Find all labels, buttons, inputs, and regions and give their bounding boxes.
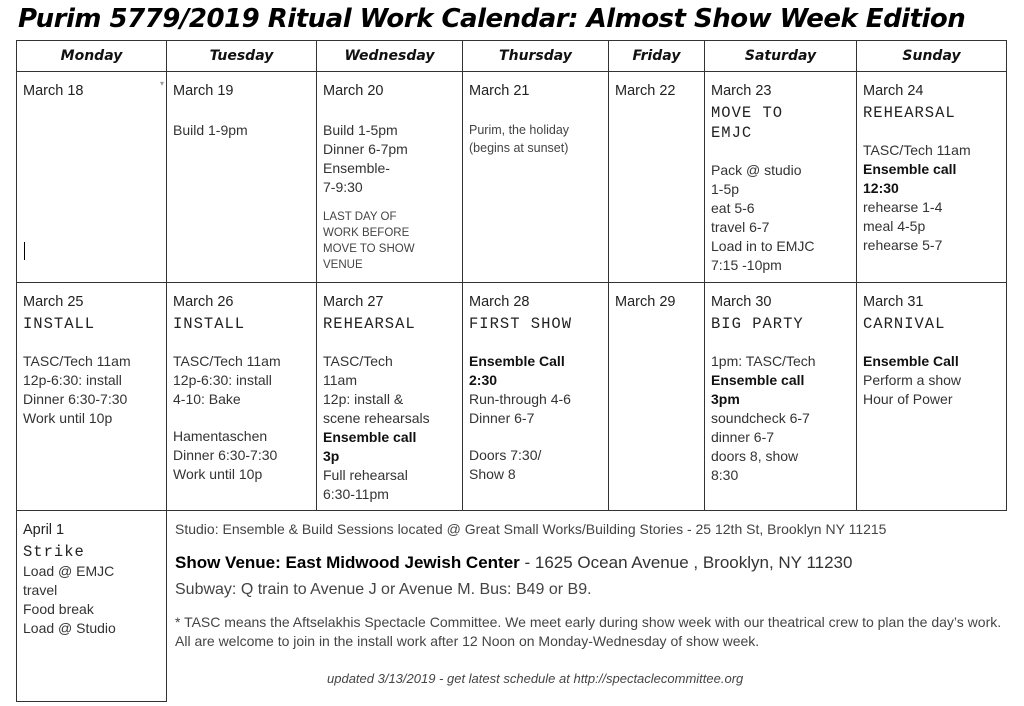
schedule-line: Build 1-9pm bbox=[173, 122, 248, 138]
schedule-line: rehearse 1-4 bbox=[863, 199, 943, 215]
header-monday: Monday bbox=[17, 41, 167, 72]
schedule-line: TASC/Tech 11am bbox=[23, 353, 131, 369]
schedule-line: TASC/Tech 11am bbox=[863, 142, 971, 158]
header-tuesday: Tuesday bbox=[167, 41, 317, 72]
event-title: INSTALL bbox=[173, 315, 246, 333]
header-saturday: Saturday bbox=[705, 41, 857, 72]
day-date: March 26 bbox=[173, 294, 234, 310]
event-title: REHEARSAL bbox=[323, 315, 416, 333]
schedule-line: Build 1-5pm bbox=[323, 122, 398, 138]
ensemble-call-time: 12:30 bbox=[863, 180, 899, 196]
day-date: March 19 bbox=[173, 83, 234, 99]
schedule-line: 6:30-11pm bbox=[323, 486, 389, 502]
day-date: March 23 bbox=[711, 83, 772, 99]
day-cell-mar27[interactable] bbox=[317, 283, 463, 511]
event-title: INSTALL bbox=[23, 315, 96, 333]
subway-info: Subway: Q train to Avenue J or Avenue M. Bus: B49 or B9. bbox=[175, 581, 592, 598]
schedule-line: Hour of Power bbox=[863, 391, 953, 407]
updated-note: updated 3/13/2019 - get latest schedule at http://spectaclecommittee.org bbox=[327, 671, 744, 686]
schedule-line: 4-10: Bake bbox=[173, 391, 241, 407]
schedule-line: Show 8 bbox=[469, 466, 516, 482]
ensemble-call-line: Ensemble Call bbox=[863, 353, 959, 369]
schedule-line: 8:30 bbox=[711, 467, 739, 483]
schedule-line: Work until 10p bbox=[23, 410, 113, 426]
day-date: March 22 bbox=[615, 83, 676, 99]
schedule-line: travel bbox=[23, 582, 58, 598]
ensemble-call-line: Ensemble Call bbox=[469, 353, 565, 369]
day-cell-mar24[interactable] bbox=[857, 72, 1007, 283]
note-line: LAST DAY OF bbox=[323, 211, 397, 223]
day-cell-mar25[interactable] bbox=[17, 283, 167, 511]
schedule-line: soundcheck 6-7 bbox=[711, 410, 810, 426]
note-line: VENUE bbox=[323, 259, 363, 271]
note-line: (begins at sunset) bbox=[469, 141, 569, 155]
note-line: WORK BEFORE bbox=[323, 227, 410, 239]
day-date: March 21 bbox=[469, 83, 530, 99]
weekday-header-row bbox=[17, 41, 1007, 72]
header-thursday: Thursday bbox=[463, 41, 609, 72]
text-cursor bbox=[24, 242, 25, 260]
day-date: March 27 bbox=[323, 294, 384, 310]
calendar-grid bbox=[16, 40, 1007, 702]
schedule-line: scene rehearsals bbox=[323, 410, 430, 426]
ensemble-call-time: 2:30 bbox=[469, 372, 498, 388]
schedule-line: Dinner 6:30-7:30 bbox=[23, 391, 128, 407]
day-cell-mar29[interactable] bbox=[609, 283, 705, 511]
day-date: March 20 bbox=[323, 83, 384, 99]
schedule-line: travel 6-7 bbox=[711, 219, 770, 235]
ensemble-call-line: Ensemble call bbox=[323, 429, 417, 445]
header-sunday: Sunday bbox=[857, 41, 1007, 72]
info-panel bbox=[167, 511, 1007, 702]
schedule-line: Work until 10p bbox=[173, 466, 263, 482]
schedule-line: Full rehearsal bbox=[323, 467, 408, 483]
schedule-line: Perform a show bbox=[863, 372, 962, 388]
day-date: March 31 bbox=[863, 294, 924, 310]
tasc-note: * TASC means the Aftselakhis Spectacle Committee. We meet early during show week with our theatrical crew to plan the day’s work. All are welcome to join in the install work after 12 Noon on Monday-Wednesday of show week. bbox=[175, 614, 1002, 649]
schedule-line: Ensemble- bbox=[323, 160, 390, 176]
schedule-line: 12p-6:30: install bbox=[23, 372, 122, 388]
week-row-3 bbox=[17, 511, 1007, 702]
day-date: March 28 bbox=[469, 294, 530, 310]
event-title: EMJC bbox=[711, 124, 753, 142]
day-date: March 30 bbox=[711, 294, 772, 310]
studio-info: Studio: Ensemble & Build Sessions located @ Great Small Works/Building Stories - 25 12th St, Brooklyn NY 11215 bbox=[175, 521, 887, 537]
event-title: MOVE TO bbox=[711, 104, 784, 122]
day-date: March 24 bbox=[863, 83, 924, 99]
event-title: CARNIVAL bbox=[863, 315, 946, 333]
ensemble-call-time: 3pm bbox=[711, 391, 740, 407]
schedule-line: doors 8, show bbox=[711, 448, 799, 464]
day-cell-mar30[interactable] bbox=[705, 283, 857, 511]
schedule-line: 1pm: TASC/Tech bbox=[711, 353, 816, 369]
schedule-line: 11am bbox=[323, 372, 357, 388]
week-row-2 bbox=[17, 283, 1007, 511]
day-date: April 1 bbox=[23, 522, 65, 538]
venue-info bbox=[175, 553, 852, 573]
schedule-line: Load @ Studio bbox=[23, 620, 116, 636]
schedule-line: dinner 6-7 bbox=[711, 429, 775, 445]
schedule-line: Dinner 6-7 bbox=[469, 410, 535, 426]
schedule-line: Load @ EMJC bbox=[23, 563, 115, 579]
header-wednesday: Wednesday bbox=[317, 41, 463, 72]
schedule-line: 12p: install & bbox=[323, 391, 404, 407]
schedule-line: Dinner 6-7pm bbox=[323, 141, 408, 157]
venue-address: - 1625 Ocean Avenue , Brooklyn, NY 11230 bbox=[519, 553, 853, 572]
day-date: March 18 bbox=[23, 83, 84, 99]
schedule-line: Run-through 4-6 bbox=[469, 391, 571, 407]
day-date: March 29 bbox=[615, 294, 676, 310]
day-cell-mar18[interactable] bbox=[17, 72, 167, 283]
day-date: March 25 bbox=[23, 294, 84, 310]
day-cell-apr1[interactable] bbox=[17, 511, 167, 702]
event-title: FIRST SHOW bbox=[469, 315, 573, 333]
schedule-line: Dinner 6:30-7:30 bbox=[173, 447, 278, 463]
schedule-line: 12p-6:30: install bbox=[173, 372, 272, 388]
schedule-line: TASC/Tech 11am bbox=[173, 353, 281, 369]
venue-label: Show Venue: East Midwood Jewish Center bbox=[175, 553, 520, 572]
day-cell-mar28[interactable] bbox=[463, 283, 609, 511]
note-line: MOVE TO SHOW bbox=[323, 243, 415, 255]
day-cell-mar20[interactable] bbox=[317, 72, 463, 283]
schedule-line: TASC/Tech bbox=[323, 353, 393, 369]
day-cell-mar23[interactable] bbox=[705, 72, 857, 283]
day-cell-mar19[interactable] bbox=[167, 72, 317, 283]
schedule-line: Hamentaschen bbox=[173, 428, 268, 444]
ensemble-call-line: Ensemble call bbox=[863, 161, 957, 177]
schedule-line: meal 4-5p bbox=[863, 218, 926, 234]
event-title: Strike bbox=[23, 543, 85, 561]
dropdown-arrow-icon[interactable]: ▾ bbox=[159, 79, 164, 88]
schedule-line: Load in to EMJC bbox=[711, 238, 815, 254]
day-cell-mar22[interactable] bbox=[609, 72, 705, 283]
schedule-line: Doors 7:30/ bbox=[469, 447, 542, 463]
calendar-title: Purim 5779/2019 Ritual Work Calendar: Almost Show Week Edition bbox=[18, 4, 966, 34]
schedule-line: 7:15 -10pm bbox=[711, 257, 782, 273]
schedule-line: Pack @ studio bbox=[711, 162, 802, 178]
header-friday: Friday bbox=[609, 41, 705, 72]
ensemble-call-line: Ensemble call bbox=[711, 372, 805, 388]
schedule-line: rehearse 5-7 bbox=[863, 237, 943, 253]
week-row-1 bbox=[17, 72, 1007, 283]
schedule-line: 7-9:30 bbox=[323, 179, 363, 195]
day-cell-mar26[interactable] bbox=[167, 283, 317, 511]
event-title: REHEARSAL bbox=[863, 104, 956, 122]
note-line: Purim, the holiday bbox=[469, 123, 570, 137]
schedule-line: Food break bbox=[23, 601, 94, 617]
schedule-line: eat 5-6 bbox=[711, 200, 755, 216]
day-cell-mar31[interactable] bbox=[857, 283, 1007, 511]
ensemble-call-time: 3p bbox=[323, 448, 340, 464]
schedule-line: 1-5p bbox=[711, 181, 740, 197]
day-cell-mar21[interactable] bbox=[463, 72, 609, 283]
event-title: BIG PARTY bbox=[711, 315, 804, 333]
